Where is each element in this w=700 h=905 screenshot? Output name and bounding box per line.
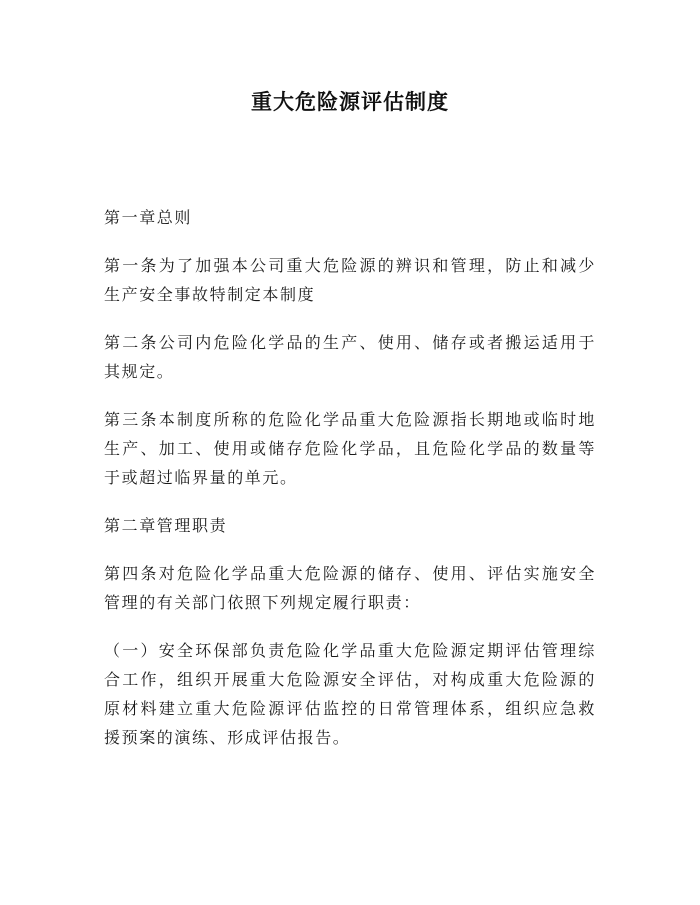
document-title: 重大危险源评估制度	[251, 89, 449, 114]
article-2: 第二条公司内危险化学品的生产、使用、储存或者搬运适用于其规定。	[104, 333, 596, 381]
document-body	[104, 203, 596, 771]
chapter-heading-2: 第二章管理职责	[104, 516, 228, 535]
article-3: 第三条本制度所称的危险化学品重大危险源指长期地或临时地生产、加工、使用或储存危险化学品，且危险化学品的数量等于或超过临界量的单元。	[104, 410, 596, 487]
article-4-item-1: （一）安全环保部负责危险化学品重大危险源定期评估管理综合工作，组织开展重大危险源安全评估，对构成重大危险源的原材料建立重大危险源评估监控的日常管理体系，组织应急救援预案的演练、形成评估报告。	[104, 641, 596, 747]
article-4: 第四条对危险化学品重大危险源的储存、使用、评估实施安全管理的有关部门依照下列规定履行职责：	[104, 564, 596, 612]
article-1: 第一条为了加强本公司重大危险源的辨识和管理，防止和减少生产安全事故特制定本制度	[104, 256, 596, 304]
chapter-heading-1: 第一章总则	[104, 208, 193, 227]
